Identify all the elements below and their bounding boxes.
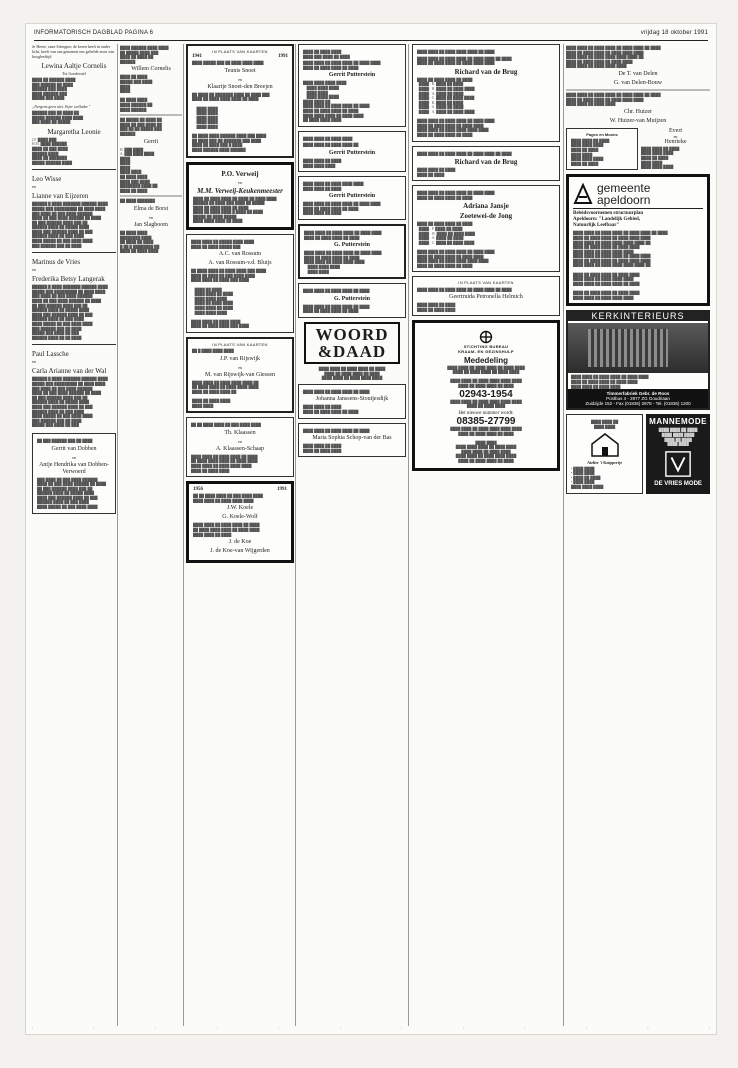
obituary-notice xyxy=(298,224,406,279)
notice-name: Johanna Janssens-Stoutjesdijk xyxy=(315,396,389,403)
notice-body: ████ ████ ██ █████ ████ ████ ████ ██ ████ █████ ███ xyxy=(191,240,255,249)
notice-body: ████ ████ ██ ████ ████ ████ ██ ████ xyxy=(417,50,495,54)
logo-text: apeldoorn xyxy=(597,193,651,208)
obituary-notice xyxy=(298,131,406,172)
notice-body: ███ ████ ██ ███ ████ ██████ ████ ██ ███ ████ ██████ ██ ████ ██ ███ ██████ ████ ███ ██ ██████ ████ ██ █████ ████ ████ ███ ██████ ████ ██ ███ ██████ ████ ██ ███ ████ ████ █████ ██ ███ ████ ████ xyxy=(37,477,107,510)
notice-name: Carla Arianne van der Wal xyxy=(32,367,107,376)
mannemode-ad xyxy=(646,414,710,493)
notice-signature: De T. van Delen xyxy=(618,70,658,77)
notice-name: Gerrit Putterstein xyxy=(328,193,376,200)
notice-body: ████ ████ ██ ████ ████ ██ ████ xyxy=(303,428,370,433)
column-rule xyxy=(117,44,118,1026)
notice-name: Lewina Aaltje Cornelis xyxy=(41,62,107,70)
notice-body: ████ ████ ██ ████ ████ ██ ████ ████ ██ ████ ████ ██ ████ ████ ██ ████ ████ ████ ████ ████ ██ ████ ████ ████ ████ ██ ████ ██ ████ ████ ██ ████ ████ ████ ████ ██ ████ ████ ████ ████ ████ ██ ████ ████ ██ ████ ████ ████ ██ ████ ████ ██ ████ ████ ████ ████ ████ ██ ████ ████ ████ ████ ██ ████ ██ ████ ████ ██ ████ ████ ████ ████ ██ ████ ████ ████ ████ ████ ██ ████ ████ ██ ████ ████ ██ ████ ████ ██ ████ ████ ████ ████ ██ ████ ████ ████ xyxy=(573,231,668,300)
notice-body: ████ ████ ██ ████ ████ ██ ████ ████ ████ ██ ████ ████ ██ ████ xyxy=(303,61,381,70)
notice-name: A. van Rossum-v.d. Bluijs xyxy=(208,260,272,267)
notice-body: ████ ████ ██ ████ ████ ████ ████ ████ ██ ████ ████ ████ ████ ████ ████ ████ ██ ████ xyxy=(571,138,610,166)
notice-body: ████ ██ ████ ████ ██ ████ ████: R. ████ ██ ████ ████: H. ████ ██ ████ ████ ████: A. ████ ██ ████ ████: C. ████ ██ ████ ████ ████: R. ████ ██ ████ ████: G. ████ ██ ████ ████: A. ████ ██ ████ ████ ████ ████ ██ ████ ████ ██ ████ ████ ████ ██ ████ ████ ██ ████ ████ ████ ████ ██ ████ ████ ████ ████ ████ ██ ████ ████ ██ ████ xyxy=(417,77,495,137)
ad-title: MANNEMODE xyxy=(649,417,707,427)
ad-brand: DE VRIES MODE xyxy=(654,480,702,487)
notice-sub: Tot Goederstel xyxy=(62,71,86,76)
gemeente-apeldoorn-logo xyxy=(573,182,703,206)
obituary-notice xyxy=(298,283,406,318)
notice-body: ████ ████ ██ ████ ████ ██ ████ ████ xyxy=(417,303,456,312)
mededeling-heading: Mededeling xyxy=(463,356,508,366)
divider xyxy=(120,195,182,197)
column-rule xyxy=(563,44,564,1026)
notice-name: M. van Rijswijk-van Giessen xyxy=(205,371,275,378)
notice-name: Adriana Jansje xyxy=(463,202,509,211)
stichting-bureau-notice xyxy=(412,320,560,470)
notice-body: H. ███ ████ A. ███ ████ ████ ████ ████ ████ ████ ████ ██ ████ ████ ████ ███ ████ ████████ ████ ██ ████ ██ ████ xyxy=(120,147,158,193)
stichting-title: KRAAM- EN GEZINSHULP xyxy=(458,349,514,355)
notice-name: Margaretha Leonie xyxy=(47,127,101,136)
column-1 xyxy=(32,44,116,1026)
notice-name: G. Putterstein xyxy=(334,295,370,302)
notice-body: ██ ████ ████ ████████ ████ ██ ████ ██ ████ █ ██ █ ████████ ██ ████ ██ ████ ████ xyxy=(120,231,160,254)
obituary-notice xyxy=(412,276,560,316)
obituary-notice xyxy=(412,185,560,272)
notice-body: ████ ████ ██ ████ ████ ████ ████ ████ ██ ████ ████ ██ ████ ████ ████ ████ ████ ████ ██ ████ ████ ████ ████ ██ ████ ████ ████ ████ ██ ████ ████ ████ ████ ██ ████ ████ ██ ████ xyxy=(450,426,522,464)
apeldoorn-emblem-icon xyxy=(573,183,593,205)
notice-name: Leo Wisse xyxy=(32,175,62,184)
notice-body: ████ ██ ████ ████ ██ ████ ████: P. ████ ██ ████ ████: W. ████ ██ ████ ████ ████: A. ████ ██ ████ ████: C. ████ ██ ████ ████ ████ ████ ██ ████ ████ ██ ████ ████ ████ ██ ████ ████ ██ ████ ████ ████ ████ ██ ████ ████ ████ ████ ████ ██ ████ ████ ██ ████ xyxy=(417,222,495,268)
page-footer: | | | | | | | | | | | | xyxy=(32,1026,710,1030)
obituary-notice xyxy=(298,44,406,127)
notice-name: Gerrit xyxy=(143,138,159,145)
notice-name: J.P. van Rijswijk xyxy=(219,355,260,362)
notice-conjunction: en xyxy=(72,454,76,460)
woord-en-daad-logo xyxy=(304,322,400,364)
ad-company-bar xyxy=(568,389,708,408)
company-name: Timmerfabriek Gebr. de Roos xyxy=(606,391,670,397)
notice-body: ████ ████ ██ ████ ████ xyxy=(303,136,353,141)
notice-body: ████ ████ ██ ████ ████ ██ ████ ████ ████ ██ ████ ████ ██ ████ xyxy=(417,191,495,200)
stichting-title: STICHTING BUREAU xyxy=(463,344,509,350)
notice-name: Gerrit Putterstein xyxy=(328,149,376,156)
notice-title: Pages en Moons xyxy=(586,131,618,137)
notice-heading: Natuurlijk Leefbaar" xyxy=(573,223,620,229)
column-2 xyxy=(120,44,182,1026)
notice-body: ████ ████ ██ ████ ████ ██ ████ ██ ████ ████ ████ ██ ████ ████ ████ ████ ██ ████ xyxy=(193,523,260,537)
notice-body: ████ ████ ██ ████ ████ ████ ██ ██ ████ ████ ██ ████ ████ ████ ████ ██ ████ ████ ██ ████ ██ ████ ████ ████ ████ xyxy=(192,380,259,408)
notice-body: ██████ █ ████ ███████ ██████ ████ █████ ███ █████████ ██ ████ ████ ███ ████ ██ ███ ████ ██████ ████ ██ ███ ████ ██████ ██ ████ ██ ███ ██████ ████ ███ ██ ██████ ████ ██ █████ ████ ████ ███ ██████ ████ ██ ███ ██████ ████ ██ ███ ████ ████ █████ ██ ███ ████ ████ ███ ██████ ███ ██ ████ xyxy=(32,202,108,248)
column-rule xyxy=(408,44,409,1026)
obituary-notice xyxy=(298,176,406,220)
notice-body: ████ ████ ██ ████ ████ ██ ████ ████ ██ ████ ████ ██ ████ ████ ████ ██ ████ ████ ████ xyxy=(318,367,386,381)
notice-name: Frederika Betsy Langerak xyxy=(32,275,105,284)
notice-body: ██ ██ ████ ████ ██ ███ ████ ████ xyxy=(191,423,261,428)
notice-body: ████ ████ ████ ████ ████ ████ ████ ████ ████ ████ ████ ████ ████ ████ ██ ████ ████ ██ ████ ████ ██ ████ ████ ██ ████ ████ ██ ████ ████ ████ ████ ██ ████ ████ ██ ████ ████ ████ xyxy=(303,81,370,123)
obituary-notice xyxy=(298,384,406,419)
anniversary-notice xyxy=(186,162,294,231)
notice-name: Elma de Borst xyxy=(133,206,169,213)
column-5 xyxy=(412,44,560,1026)
notice-body: ████ ████ ██ ████ ████ ████ ████ ████ ██ ████ ████ xyxy=(450,399,522,409)
notice-signature: Chr. Huizer xyxy=(624,108,652,115)
notice-body: ████ ████ ██ ████ ████ ██ ████ xyxy=(417,168,456,177)
gemeente-apeldoorn-notice xyxy=(566,174,710,306)
notice-conjunction: en xyxy=(32,359,36,365)
notice-body: ████ ██ ██████ ████ ███ ██████ ██ ████ ██████ ███ ████ ████ ██████ ███ █████ ███ ████ xyxy=(32,78,76,101)
notice-body: ████ ████ ██ ████ ████ ████ ████ ████ ██ ████ ████ ████ ████ ████ ████ xyxy=(641,146,680,170)
notice-body: ██████ █ ████ ███████ ██████ ████ █████ ███ █████████ ██ ████ ████ ███ ████ ██ ███ ████ ██████ ████ ██ ███ ████ ██████ ██ ████ ██ ███ ██████ ████ ███ ██ ██████ ████ ██ █████ ████ ████ ███ ██████ ████ ██ ███ ██████ ████ ██ ███ ████ ████ █████ ██ ███ ████ ████ ███ ██████ ███ ██ ████ █████ ███ ████ ██ ███ ██████ ████ ██ ██ ████ xyxy=(32,285,108,340)
column-3 xyxy=(186,44,294,1026)
notice-conjunction: en xyxy=(238,438,242,444)
notice-body: ████ ████ ██ ████ ████ ██ ████ ████ ██ ████ ████ ██ ████ xyxy=(303,304,370,314)
notice-name: M.M. Verweij-Keukenmeester xyxy=(197,186,283,195)
notice-body: ████ ████ ██ ████ ████ ██ ████ ████ ████ ██ ████ ████ ██ ████ ████ ████ ████ ██ ████ ████ xyxy=(571,375,649,389)
year-right: 1991 xyxy=(278,54,288,60)
notice-conjunction: en xyxy=(32,267,36,273)
notice-name: Henrieke xyxy=(664,138,687,145)
notice-body: • ████ ████ • ████ ████ • ████ ██ ████ • ████ ████ ████ ████ ████ xyxy=(571,466,604,489)
notice-caption: IN PLAATS VAN KAARTEN xyxy=(212,49,268,54)
newspaper-page xyxy=(26,24,716,1034)
church-interior-image xyxy=(568,323,708,373)
notice-conjunction: en xyxy=(673,133,678,139)
notice-name: Teunis Snoet xyxy=(224,67,256,74)
notice-body: ████ ██████ ████ ████ ██ █████ ████ ███ ████ ██ ████ ██ ██████ xyxy=(120,46,169,64)
notice-name: Willem Cornelis xyxy=(131,66,171,73)
notice-body: ████ ████ ██ ████ ████ ██ xyxy=(303,143,359,148)
notice-body: ████ ██ ████ ████ ████ ███ ████ ██ ████ xyxy=(303,50,350,59)
obituary-notice xyxy=(412,44,560,142)
kerkinterieurs-ad xyxy=(566,310,710,410)
logo-line: &DAAD xyxy=(317,342,387,361)
notice-name: Maria Sophia Schop-van der Bas xyxy=(312,435,392,442)
notice-name: Evert xyxy=(669,127,682,134)
notice-body: ████ ████ ██ ████ ████ ████ ████ ████ ██ ████ ████ ████ xyxy=(658,428,698,447)
notice-name: Geertruida Petronella Helmich xyxy=(449,294,523,301)
notice-name: Paul Lassche xyxy=(32,350,69,359)
notice-body: ████ ██ ████ ████ ██ ████ ██ ████ ████ ██████ ██ ████ ███ ████ ██ █████ ████ ██ ████ ████ ██ ████ ████ ██ ████ ████ █ ████ ██ ████ █████ ██ ████ █████ ████ ████ ████ ██ ████ xyxy=(193,196,277,224)
page-header xyxy=(34,28,708,41)
notice-body: ████ ████ ██ ████ ████ ████ ████ ████ ██ ████ xyxy=(303,182,364,191)
notice-name: Gerrit Putterstein xyxy=(328,72,376,79)
divider xyxy=(120,114,182,116)
notice-years xyxy=(192,54,288,59)
notice-name: Gerrit van Dobben xyxy=(51,445,97,452)
notice-heading: Beleidsvoornemen structuurplan xyxy=(573,211,644,217)
anniversary-notice xyxy=(186,337,294,413)
notice-heading: Apeldoorn: "Landelijk Gebied, xyxy=(573,217,641,223)
header-date: vrijdag 18 oktober 1991 xyxy=(640,30,708,36)
notice-name: Klaartje Snoet-den Breejen xyxy=(207,83,273,90)
notice-name: J.W. Koele xyxy=(226,505,254,512)
notice-name: Antje Hendrika van Dobben-Verwoerd xyxy=(39,461,109,475)
notice-name: Zoetewei-de Jong xyxy=(459,212,513,221)
notice-name: G. Putterstein xyxy=(334,242,370,249)
notice-body: ██ ████ ██ ███████ ████ ██ ████ ███ ████ ██ ████ ████ ████ ██ ████ ████ ████ ████ ████ ████ ████ ████ ████ ████ ████ ██ ████ ████ ██████ ████ ███ ████ ██ ████ ███ ██ ███████ ███ ████ ████ ██ ████ ███ █ ████ ████ ██████ ████ ██████ xyxy=(192,92,270,152)
header-paper-name: INFORMATORISCH DAGBLAD PAGINA 6 xyxy=(34,30,154,36)
anniversary-notice xyxy=(186,234,294,333)
anniversary-notice xyxy=(186,417,294,477)
notice-years xyxy=(193,487,287,492)
notice-body: ████ ████ ██ ████ ████ ██ ████ ████ ████ ██ ████ ████ ██ ████ ████ ████ ██ ████ xyxy=(303,202,381,216)
divider xyxy=(566,89,710,91)
notice-body: ██ ████ ███████ xyxy=(120,199,155,204)
notice-body: ██ ████ ████ ██ ████ ████ ███ ████ ████ ██ ████ ██ ███ ████ ████ ████ ████ ██ ████ ███ ████ ████ ██ ████ ████ ████ ██ ████ ████ ████ ████ ████ ██ ████ ████ ████ ████ ██ ████ ████ ████ ████ ████ ████ ██ ████ ████ ████ ██ ████ ████ ███ ████ xyxy=(191,269,267,329)
notice-name: A. Klaassen-Schaap xyxy=(215,445,265,452)
notice-body: ██ █████ ██ ████ ██ ████ ██ ███ ████ ██ ███ ██ ██ █████ ███ ██████ xyxy=(120,118,162,136)
notice-body: ████ █████ ███ ██ ████ ████ ████ xyxy=(192,61,264,66)
notice-body: ████ ████ ██ ████ ████ ██ ████ ████ ████ ██ ████ ████ ██ ████ ████ ████ ████ ██ ████ ████ ████ ████ ████ ██ ████ ████ ██ ████ xyxy=(447,365,525,388)
notice-name: A.C. van Rossum xyxy=(218,251,262,258)
notice-body: ██ █ ████ ████ ████ xyxy=(192,349,234,354)
obituary-notice xyxy=(412,146,560,182)
notice-body: ████ ████ ██ ████ ████ ██ ████ ██ ████ ████ ████ ██ ████ ████ ████ ████ ██ ████ ████ ████ ████ ██ ████ ████ xyxy=(191,454,258,473)
old-phone-number: 02943-1954 xyxy=(459,388,513,400)
year-left: 1941 xyxy=(192,54,202,60)
notice-body: ████ ████ ██ ████ ████ ██ ████ ████ ██ ████ ████ ██ ████ ████ ██ ████ ████ ████ ████ ████ ██ ████ ████ xyxy=(566,92,661,107)
notice-body: ████ ████ ██ ████ ████ xyxy=(590,420,619,429)
notice-caption: IN PLAATS VAN KAARTEN xyxy=(458,280,514,286)
notice-body: ████ ████ ██ ████ ████ ██ ████ ████ ██ ████ xyxy=(417,151,512,156)
notice-name: Lianne van Eijzeren xyxy=(32,192,89,201)
notice-body: ████ ████ ██ ████ ████ ████ ████ xyxy=(303,158,342,168)
notice-body: ████ ████ ██ ████ ████ ██ ████ ████ ██ ████ ████ ██ ████ ████ ██ ████ ████ ████ ████ ████ ██ ████ ████ ████ ████ ██ ████ ██ ████ ████ ██ ████ ████ ████ ████ ██ ████ ████ ████ xyxy=(566,46,661,69)
company-address: Postbus 4 - 2977 ZG Goudriaan xyxy=(606,396,670,402)
notice-name: Richard van de Brug xyxy=(454,158,518,167)
notice-body: ████ ████ ██ ████ ████ ██ ████ ████ ██ ████ xyxy=(417,287,512,292)
notice-caption: IN PLAATS VAN KAARTEN xyxy=(212,341,268,347)
notice-body: ██████ █ ████ ███████ ██████ ████ █████ ███ █████████ ██ ████ ████ ███ ████ ██ ███ ████ ██████ ████ ██ ███ ████ ██████ ██ ████ ██ ███ ██████ ████ ███ ██ ██████ ████ ██ █████ ████ ████ ███ ██████ ████ ██ ███ ██████ ████ ██ ███ ████ ████ █████ ██ ███ ████ ████ ███ ██████ ███ ██ ████ █████ ███ ████ ██ ███ xyxy=(32,377,108,428)
notice-box xyxy=(32,433,116,514)
notice-quote: „Nergens geen niet. Etjer wellader." xyxy=(32,103,91,109)
anniversary-notice xyxy=(186,481,294,563)
notice-body: ████ ████ ██ ████ ████ ██ ████ xyxy=(303,389,370,394)
ad-title: KERKINTERIEURS xyxy=(568,312,708,321)
new-phone-number: 08385-27799 xyxy=(456,415,516,427)
notice-conjunction: en xyxy=(238,76,242,82)
notice-name: Marinus de Vries xyxy=(32,258,81,267)
year-right: 1991 xyxy=(277,487,287,493)
notice-body: J.P. ████ ███ H.M. ████ ██████ ████ ██ ███ ████ ██████ ████ ████ ██ ███████ █████ ██████ ████ xyxy=(32,137,72,165)
obituary-notice xyxy=(298,423,406,458)
notice-signature: G. van Delen-Bouw xyxy=(613,79,663,86)
pages-en-moons-notice xyxy=(566,128,638,171)
notice-name: Jan Slagboom xyxy=(134,222,168,229)
logo-text: gemeente xyxy=(597,181,651,196)
notice-body: ████ ████ ██ ████ ████ ██ ████ ████ ██ ████ xyxy=(303,405,359,414)
column-6 xyxy=(566,44,710,1026)
notice-name: J. de Koe xyxy=(228,539,252,546)
atelier-ad xyxy=(566,414,643,493)
new-number-label: Het nieuwe nummer wordt: xyxy=(458,410,514,416)
notice-conjunction: en xyxy=(32,184,36,190)
notice-conjunction: en xyxy=(238,364,242,370)
notice-name: Richard van de Brug xyxy=(454,67,518,76)
notice-body: ██████ ███ ██ ████ ██ █████ ██████ ████ ████ ███ ████ ██ █████ xyxy=(32,110,84,125)
column-rule xyxy=(183,44,184,1026)
notice-name: P.O. Verweij xyxy=(221,169,259,178)
notice-name: J. de Koe-van Wijgerden xyxy=(210,548,270,555)
notice-name: G. Koele-Wolf xyxy=(222,514,258,521)
column-4 xyxy=(298,44,406,1026)
notice-conjunction: en xyxy=(149,215,153,221)
stichting-logo-icon xyxy=(479,330,493,344)
notice-body: ██ ██ ████ ████ ██ ███ ████ ████ ████ ████ ██ ████ ████ ████ xyxy=(193,494,263,503)
notice-body: ████ ████ ██ ████ ████ ██ ████ ████ ████ ██ ████ ████ ██ ████ ████ ████ ██ ████ ████ ████ ████ ████ ████ ████ ████ xyxy=(304,251,382,274)
notice-name: Th. Klaassen xyxy=(224,429,256,436)
mannemode-logo-icon xyxy=(664,450,692,478)
notice-body: ██ ███ ██████ ███ ██ ████ xyxy=(37,438,93,443)
notice-body: ████ ████ ██ ████ ████ ██ ████ ████ xyxy=(303,444,342,453)
notice-body: ████ ████ ██ ████ ████ ██ ████ xyxy=(303,289,370,294)
ad-title: Atelier 't Knippertje xyxy=(587,459,623,465)
notice-body: ████ ██ ████ █████ ███ ████ ████ ████ ██ ████ ████ ████ ██████ ██ ████ ██████ xyxy=(120,75,153,112)
notice-body: ████ ████ ██ ████ ████ ██ ████ ████ ████ ██ ████ ████ ██ ████ xyxy=(304,231,382,240)
year-left: 1956 xyxy=(193,487,203,493)
notice-text: Je Heere, onze Schepper, de keren heeft in onder licht, heeft van ons genomen ons geliefde zoon van hoogleeftijd xyxy=(32,44,115,59)
notice-body: ████ ████ ██ ████ ████ ██ ████ ████ ██ ████ ████ ██ ████ ████ ██ ████ ████ ████ xyxy=(417,56,512,66)
company-contact: Zuidzijde 152 - Fax (01836) 2878 - Tel. (01836) 1200 xyxy=(585,401,691,407)
house-icon xyxy=(588,432,622,458)
anniversary-notice xyxy=(186,44,294,158)
notice-conjunction: en xyxy=(238,179,242,185)
column-rule xyxy=(295,44,296,1026)
logo-line: WOORD xyxy=(315,325,389,344)
notice-signature: W. Huizer-van Muijzen xyxy=(609,117,667,124)
